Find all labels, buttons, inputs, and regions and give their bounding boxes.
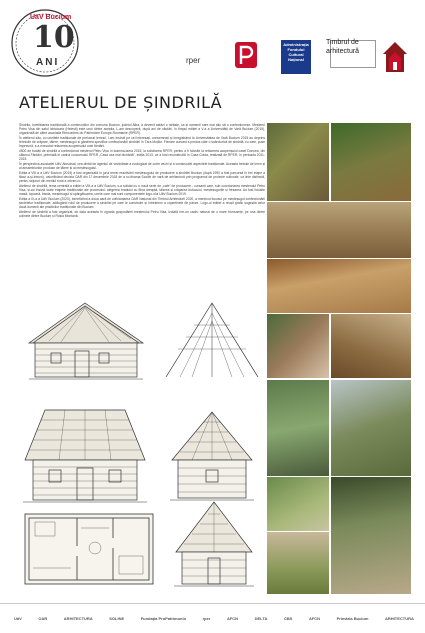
shingle-stack-photo: [267, 202, 411, 258]
sponsor-logo: SOLINE: [109, 615, 125, 621]
paragraph: Atelierul de șindrilă, tema centrală a ediției a VIII-a a UäV Bucium, s-a solidat cu o nouă serie de „cafe” de producere - cursanți care, sub coordonarea meșterului Petru Vișa, și-au însușit toate etapele tradiționale ale procesului: alegerea bradului cu fibra dreaptă, tăierea și crăparea butucului, meșteșugurile și frezarea. Au fost folosite masă, topoară, barda, meșteșugul și spărgătoarea, unele care mai sunt componentele logo-ului UäV Bucium 2019.: [19, 183, 265, 196]
paragraph: Atelierul de șindrilă a fost organizat, de data aceasta în ograda gospodăriei meșterului Petru Vișa, izolată într-un cadru natural de o mare frumusețe, pe una dintre colinele dintre Bucium și Roșia Montană.: [19, 209, 265, 218]
sponsor-logo: ARHITECTURA: [63, 615, 93, 621]
trainees-at-workbench-photo: [267, 314, 329, 378]
sponsor-logo: rper: [202, 615, 211, 621]
sponsor-logo: AFCN: [308, 615, 321, 621]
architecture-crest-icon: [380, 40, 410, 76]
afcn-logo: Administrația Fondului Cultural Național: [281, 40, 311, 74]
paragraph: Șindrila, învelitoarea tradițională a construcțiilor din comuna Bucium, județul Alba, a devenit astăzi o raritate, ca și oamenii care mai știu să o confecționeze. Meșterul Petru Vișa din satul Izbicioara (Helești) este unul dintre aceștia. L-am descoperit, după ani de căutări, în timpul ediției a V-a a Universității de Vară Bucium (2015), organizată de către asociația Rimcontres du Patrimoine Europe-Roumanie (RPER).: [19, 123, 265, 136]
group-photo: [267, 532, 329, 594]
poster-header: [0, 0, 425, 104]
article-body: [19, 123, 265, 218]
house-floor-plan-drawing: [19, 508, 159, 594]
page-title: ATELIERUL DE ȘINDRILĂ: [19, 93, 223, 112]
sponsor-logo: CBS: [283, 615, 293, 621]
paragraph: Ediția a VIII-a a UäV Bucium (2019) a fost organizată în jurul temei reactivării meșteșugului de producere a șindrilei Bucium (după 1990 a fost parcursă în trei etape a făcut a-şi-întruni), valorificând decizia OAR din 17 decembrie 2018 de a co-finanța Școlile de vară de arhitectură prin programul de proiecte culturale, ca linie distinctă, pentru sejururi din mediul rural a ortveri-ro.: [19, 170, 265, 184]
paragraph: În atelierul său, cu uneltele tradiționale de prelucrat lemnul, l-am instruit pe cei interesați, consemnați și înregistrând la Universitatea de Vară Bucium 2015 au deprins tehnicile de crăpare, tăiere, meșteșugul și gândirea specifice confecționării șindrilei în Țara Moților. Fiecare cursant a produs câte o scândurică de șindrilă, cu care, puse împreună, s-a executat refacerea acoperișului unei fântâni.: [19, 135, 265, 149]
paragraph: 4500 de bucăți de șindrilă a confecționat meșterul Petru Vișa în toamna-iarna 2015, la solicitarea RPER, pentru a fi folosite la refacerea acoperișului casei Doncea, din cătunul Fântâni, premiată în cadrul concursului RPER „Casa cea mai dichisită”, ediția 2013, ce a fost reconstruită în Casa Colda, realizată de RPER, în perioada 2011-2015.: [19, 148, 265, 162]
sponsor-logos-row: [12, 607, 416, 629]
rper-label: rper: [186, 56, 201, 65]
sponsor-logo: UäV: [14, 615, 22, 621]
sponsor-logo: ARHITECTURA: [384, 615, 414, 621]
roof-interior-drawing: [160, 297, 264, 387]
sponsor-logo: Fundația ProPatrimonio: [140, 615, 187, 621]
anniversary-label: ANI: [36, 57, 60, 68]
sponsor-logo: AFCN: [226, 615, 239, 621]
uav-label: UäV Bucium: [30, 14, 72, 21]
carving-shingle-photo: [331, 314, 411, 378]
workers-cutting-log-photo: [331, 380, 411, 476]
shingle-splitting-photo: [267, 259, 411, 313]
girl-splitting-wood-photo: [267, 380, 329, 476]
house-elevation-drawing: [19, 400, 151, 512]
paragraph: Ediția a IX-a a UäV Bucium (2020), beneficiind a doua oară de cofinanțarea OAR Național din Timbrul Arhitecturii 2020, a menținut focusul pe meșteșugul confecționării șindrilelor tradiționale, adăugând rolul de producere a șindrilei pe care le construim și întreținem a copertinele de pânze. Logo-ul ediției a reușit grafic sugestia celor două domenii ale practicilor tradiționale din Bucium.: [19, 196, 265, 209]
sponsor-logo: OAR: [38, 615, 48, 621]
footer-divider: [0, 603, 425, 604]
women-group-photo: [267, 477, 329, 531]
sponsor-logo: Primăria Bucium: [336, 615, 369, 621]
house-gable-section-drawing: [166, 494, 262, 594]
worker-carrying-shingles-photo: [331, 123, 411, 201]
timbrul-label: Timbrul de arhitectură: [326, 39, 360, 55]
house-perspective-drawing: [19, 297, 151, 387]
sponsor-logo: DELTA: [254, 615, 268, 621]
paragraph: În perspectiva asociației UäV Abrudsat, cea dintâi de agentul de vecinătate a ecologizat de curte vechi și a construcției aspectele tradiționale. Aceasta trebuie de lemn și al ansamblurilor produse de tăiere și al meșteșugului.: [19, 161, 265, 171]
anniversary-number: 10: [33, 20, 75, 55]
boy-with-shingle-photo: [331, 477, 411, 594]
shingle-bundles-photo: [267, 123, 329, 201]
